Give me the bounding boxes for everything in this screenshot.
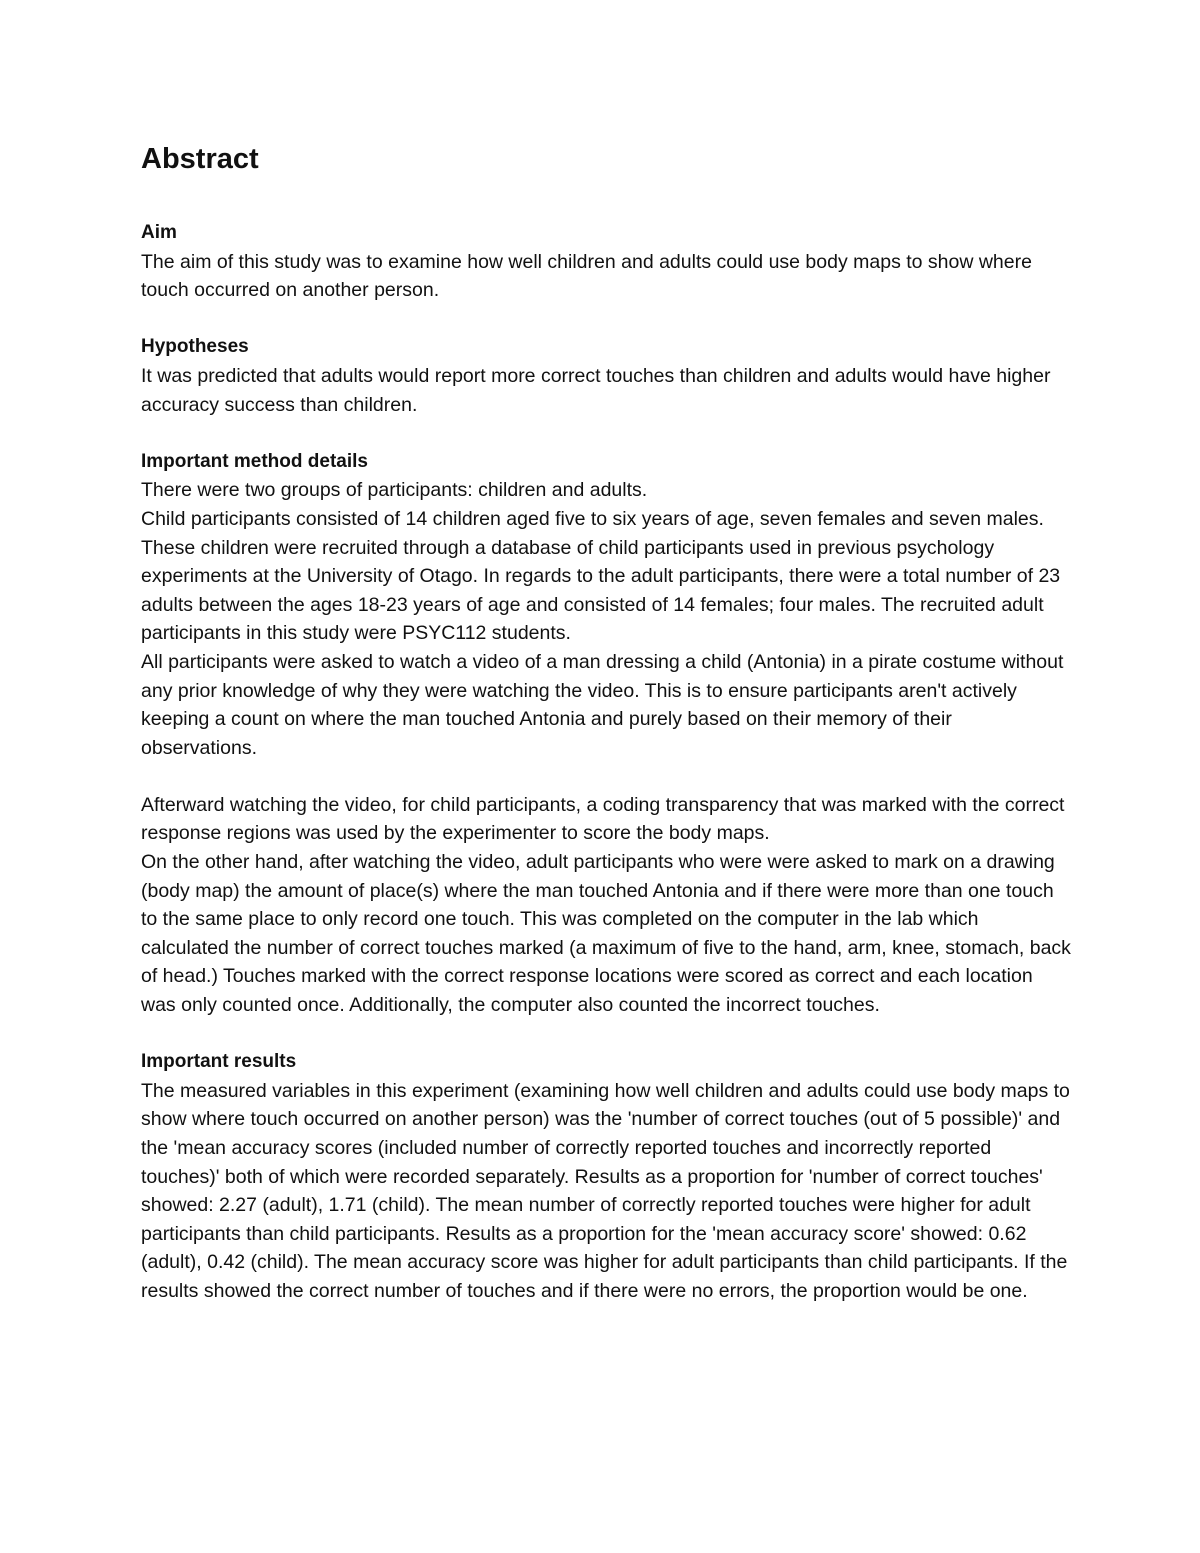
section-hypotheses xyxy=(141,333,1071,419)
document-page xyxy=(141,138,1071,1306)
aim-paragraph: The aim of this study was to examine how well children and adults could use body maps to show where touch occurred on another person. xyxy=(141,250,1032,302)
method-paragraph-child-scoring: Afterward watching the video, for child participants, a coding transparency that was marked with the correct response regions was used by the experimenter to score the body maps. xyxy=(141,793,1065,845)
method-paragraph-participants: Child participants consisted of 14 children aged five to six years of age, seven females and seven males. These children were recruited through a database of child participants used in previous psychology experiments at the University of Otago. In regards to the adult participants, there were a total number of 23 adults between the ages 18-23 years of age and consisted of 14 females; four males. The recruited adult participants in this study were PSYC112 students. xyxy=(141,507,1061,645)
method-paragraph-video: All participants were asked to watch a video of a man dressing a child (Antonia) in a pirate costume without any prior knowledge of why they were watching the video. This is to ensure participants aren't actively keeping a count on where the man touched Antonia and purely based on their memory of their observations. xyxy=(141,650,1064,759)
section-heading-aim: Aim xyxy=(141,222,177,243)
spacer xyxy=(141,180,1071,219)
results-paragraph: The measured variables in this experiment (examining how well children and adults could use body maps to show where touch occurred on another person) was the 'number of correct touches (out of 5 possible)' and the 'mean accuracy scores (included number of correctly reported touches and incorrectly reported touches)' both of which were recorded separately. Results as a proportion for 'number of correct touches' showed: 2.27 (adult), 1.71 (child). The mean number of correctly reported touches were higher for adult participants than child participants. Results as a proportion for the 'mean accuracy score' showed: 0.62 (adult), 0.42 (child). The mean accuracy score was higher for adult participants than child participants. If the results showed the correct number of touches and if there were no errors, the proportion would be one. xyxy=(141,1079,1070,1302)
spacer xyxy=(141,762,1071,791)
section-aim xyxy=(141,219,1071,305)
section-heading-method-details: Important method details xyxy=(141,450,368,472)
spacer xyxy=(141,419,1071,448)
method-paragraph-adult-scoring: On the other hand, after watching the video, adult participants who were were asked to mark on a drawing (body map) the amount of place(s) where the man touched Antonia and if there were more than one touch to the same place to only record one touch. This was completed on the computer in the lab which calculated the number of correct touches marked (a maximum of five to the hand, arm, knee, stomach, back of head.) Touches marked with the correct response locations were scored as correct and each location was only counted once. Additionally, the computer also counted the incorrect touches. xyxy=(141,851,1071,1017)
hypotheses-paragraph: It was predicted that adults would report more correct touches than children and adults would have higher accuracy success than children. xyxy=(141,364,1051,416)
section-method-details xyxy=(141,448,1071,1020)
section-results xyxy=(141,1048,1071,1305)
spacer xyxy=(141,305,1071,334)
spacer xyxy=(141,1020,1071,1049)
document-title: Abstract xyxy=(141,143,259,175)
method-paragraph-groups: There were two groups of participants: children and adults. xyxy=(141,479,648,502)
section-heading-results: Important results xyxy=(141,1051,297,1073)
section-heading-hypotheses: Hypotheses xyxy=(141,336,249,358)
